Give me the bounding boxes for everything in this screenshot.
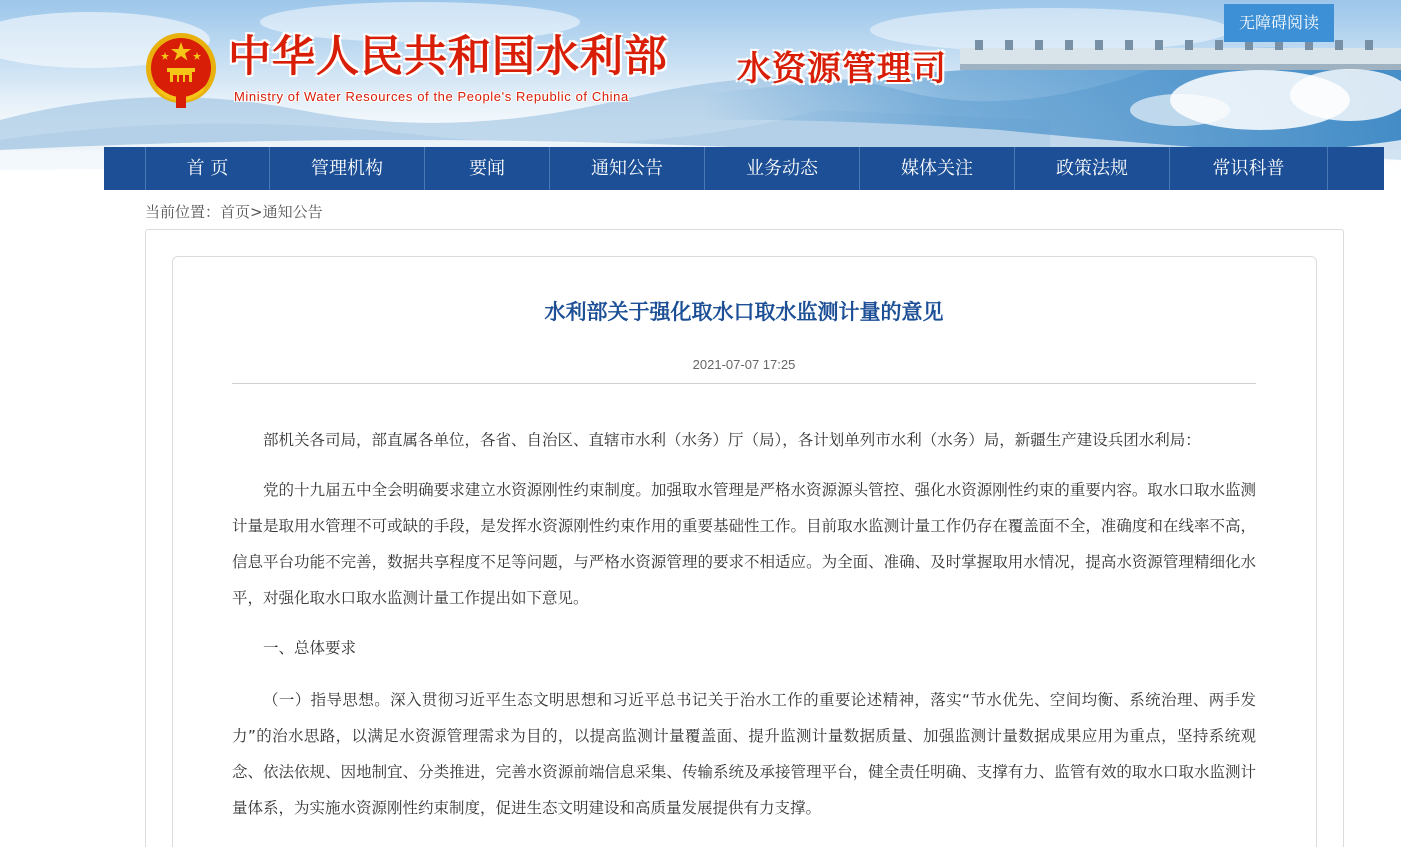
nav-spacer: [104, 147, 145, 190]
accessibility-reading-button[interactable]: 无障碍阅读: [1224, 4, 1334, 42]
nav-item-media[interactable]: 媒体关注: [860, 147, 1015, 190]
article-section-heading: 一、总体要求: [263, 639, 357, 657]
nav-item-news[interactable]: 要闻: [425, 147, 550, 190]
breadcrumb-prefix: 当前位置：: [145, 203, 221, 221]
site-subtitle: Ministry of Water Resources of the People's Republic of China: [234, 89, 629, 104]
nav-item-home[interactable]: 首 页: [145, 147, 270, 190]
article-paragraph-guiding-ideology: （一）指导思想。深入贯彻习近平生态文明思想和习近平总书记关于治水工作的重要论述精神，落实“节水优先、空间均衡、系统治理、两手发力”的治水思路，以满足水资源管理需求为目的，以提高监测计量覆盖面、提升监测计量数据质量、加强监测计量数据成果应用为重点，坚持系统观念、依法依规、因地制宜、分类推进，完善水资源前端信息采集、传输系统及承接管理平台，健全责任明确、支撑有力、监管有效的取水口取水监测计量体系，为实施水资源刚性约束制度，促进生态文明建设和高质量发展提供有力支撑。: [232, 691, 1256, 817]
department-title: 水资源管理司: [737, 49, 947, 89]
article-date: 2021-07-07 17:25: [692, 357, 796, 372]
breadcrumb-separator: >: [250, 203, 263, 221]
article-title: 水利部关于强化取水口取水监测计量的意见: [544, 300, 944, 324]
nav-item-notices[interactable]: 通知公告: [550, 147, 705, 190]
main-nav: [104, 147, 1384, 190]
nav-item-business-updates[interactable]: 业务动态: [705, 147, 860, 190]
nav-item-policies[interactable]: 政策法规: [1015, 147, 1170, 190]
breadcrumb-current-link[interactable]: 通知公告: [262, 203, 323, 221]
title-divider: [232, 383, 1256, 384]
article-paragraph-salutation: 部机关各司局，部直属各单位，各省、自治区、直辖市水利（水务）厅（局），各计划单列市水利（水务）局，新疆生产建设兵团水利局：: [263, 431, 1201, 449]
breadcrumb: [145, 201, 323, 222]
site-title: 中华人民共和国水利部: [228, 32, 668, 82]
national-emblem-icon: [143, 30, 219, 110]
nav-item-science[interactable]: 常识科普: [1170, 147, 1328, 190]
nav-item-management[interactable]: 管理机构: [270, 147, 425, 190]
article-body: [232, 422, 1256, 840]
article-paragraph-intro: 党的十九届五中全会明确要求建立水资源刚性约束制度。加强取水管理是严格水资源源头管控、强化水资源刚性约束的重要内容。取水口取水监测计量是取用水管理不可或缺的手段，是发挥水资源刚性约束作用的重要基础性工作。目前取水监测计量工作仍存在覆盖面不全，准确度和在线率不高，信息平台功能不完善，数据共享程度不足等问题，与严格水资源管理的要求不相适应。为全面、准确、及时掌握取用水情况，提高水资源管理精细化水平，对强化取水口取水监测计量工作提出如下意见。: [232, 481, 1256, 607]
breadcrumb-home-link[interactable]: 首页: [220, 203, 251, 221]
